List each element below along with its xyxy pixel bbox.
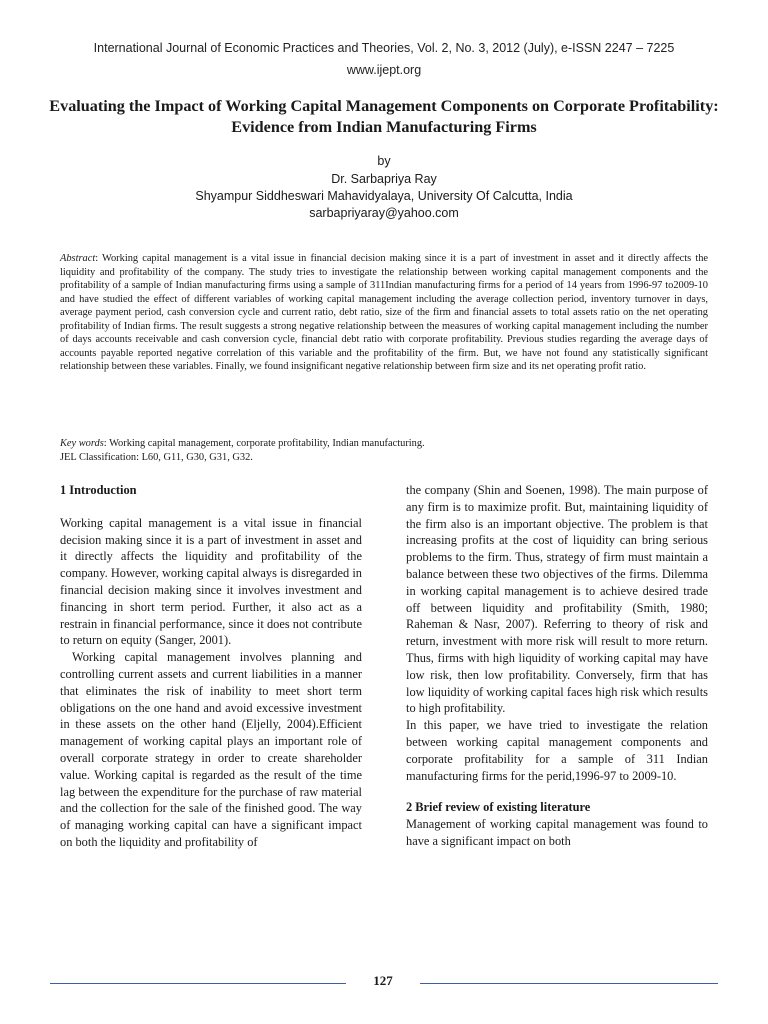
- keywords-block: [60, 437, 708, 464]
- jel-classification: JEL Classification: L60, G11, G30, G31, G32.: [60, 451, 253, 463]
- journal-website[interactable]: www.ijept.org: [346, 63, 422, 77]
- page-number: 127: [373, 973, 393, 988]
- paper-title: Evaluating the Impact of Working Capital Management Components on Corporate Profitability: Evidence from Indian Manufacturing Firms: [49, 97, 719, 136]
- abstract-label: Abstract: [60, 253, 96, 264]
- review-paragraph-1: Management of working capital management was found to have a significant impact on both: [406, 817, 708, 848]
- footer-rule-right: [420, 983, 718, 984]
- intro-paragraph-2-continued: the company (Shin and Soenen, 1998). The main purpose of any firm is to maximize profit. But, maintaining liquidity of the firm also is an important objective. The problem is that increasing profits at the cost of liquidity can bring serious problems to the firm. Thus, strategy of firm must maintain a balance between these two objectives of the firms. Dilemma in working capital management is to achieve desired trade off between liquidity and profitability (Smith, 1980; Raheman & Nasr, 2007). Referring to theory of risk and return, investment with more risk will result to more return. Thus, firms with high liquidity of working capital may have low risk, then low profitability. Conversely, firm that has low liquidity of working capital faces high risk which results to high profitability.: [406, 483, 708, 716]
- abstract-text: Working capital management is a vital issue in financial decision making since it is a part of investment in asset and it directly affects the liquidity and profitability of the company. The study tries to investigate the relationship between working capital management components and the profitability of a sample of Indian manufacturing firms using a sample of 311Indian manufacturing firms for a period of 14 years from 1996-97 to2009-10 and have studied the effect of different variables of working capital management including the average collection period, inventory turnover in days, average payment period, cash conversion cycle and current ratio, debt ratio, size of the firm and financial assets to total assets ratio on the net operating profitability of Indian firms. The result suggests a strong negative relationship between the measures of working capital management including the number of days accounts receivable and cash conversion cycle, financial debt ratio with corporate profitability. Previous studies regarding the average days of accounts payable reported negative correlation of this variable and the profitability of the firm. But, we have not found any statistically significant relationship between these variables. Finally, we found insignificant negative relationship between firm size and its net operating profit ratio.: [60, 253, 709, 372]
- intro-paragraph-3: In this paper, we have tried to investigate the relation between working capital management components and corporate profitability for a sample of 311 Indian manufacturing firms for the perid,1996-97 to 2009-10.: [406, 718, 708, 783]
- journal-citation: International Journal of Economic Practices and Theories, Vol. 2, No. 3, 2012 (July), e-ISSN 2247 – 7225: [93, 41, 675, 55]
- footer-rule-left: [50, 983, 346, 984]
- left-column: [60, 482, 362, 851]
- author-name: Dr. Sarbapriya Ray: [331, 172, 437, 186]
- keywords-label: Key words: [60, 438, 104, 449]
- section-heading-literature-review: 2 Brief review of existing literature: [406, 800, 591, 815]
- keywords-text: Working capital management, corporate profitability, Indian manufacturing.: [109, 438, 425, 449]
- author-affiliation: Shyampur Siddheswari Mahavidyalaya, University Of Calcutta, India: [195, 189, 573, 203]
- intro-paragraph-2: Working capital management involves planning and controlling current assets and current liabilities in a manner that eliminates the risk of inability to meet short term obligations on the one hand and avoid excessive investment in these assets on the other hand (Eljelly, 2004).Efficient management of working capital plays an important role of overall corporate strategy in order to create shareholder value. Working capital is regarded as the result of the time lag between the expenditure for the purchase of raw material and the collection for the sale of the finished good. The way of managing working capital can have a significant impact on both the liquidity and profitability of: [60, 650, 362, 849]
- section-heading-introduction: 1 Introduction: [60, 483, 137, 497]
- abstract: Abstract: Working capital management is a vital issue in financial decision making since it is a part of investment in asset and it directly affects the liquidity and profitability of the company. The study tries to investigate the relationship between working capital management components and the profitability of a sample of Indian manufacturing firms using a sample of 311Indian manufacturing firms for a period of 14 years from 1996-97 to2009-10 and have studied the effect of different variables of working capital management including the average collection period, inventory turnover in days, average payment period, cash conversion cycle and current ratio, debt ratio, size of the firm and financial assets to total assets ratio on the net operating profitability of Indian firms. The result suggests a strong negative relationship between the measures of working capital management including the number of days accounts receivable and cash conversion cycle, financial debt ratio with corporate profitability. Previous studies regarding the average days of accounts payable reported negative correlation of this variable and the profitability of the firm. But, we have not found any statistically significant relationship between these variables. Finally, we found insignificant negative relationship between firm size and its net operating profit ratio.: [60, 253, 709, 372]
- keywords-line: Key words: Working capital management, corporate profitability, Indian manufacturing.: [60, 438, 425, 449]
- page-footer: [50, 973, 718, 993]
- author-email[interactable]: sarbapriyaray@yahoo.com: [309, 206, 459, 220]
- right-column: [406, 482, 708, 850]
- intro-paragraph-1: Working capital management is a vital issue in financial decision making since it is a part of investment in asset and it directly affects the liquidity and profitability of the company. However, working capital always is disregarded in financial decision making since it involves investment and financing in short term period. Further, it also act as a restrain in financial performance, since it does not contribute to return on equity (Sanger, 2001).: [60, 515, 362, 648]
- byline-by: by: [377, 154, 391, 168]
